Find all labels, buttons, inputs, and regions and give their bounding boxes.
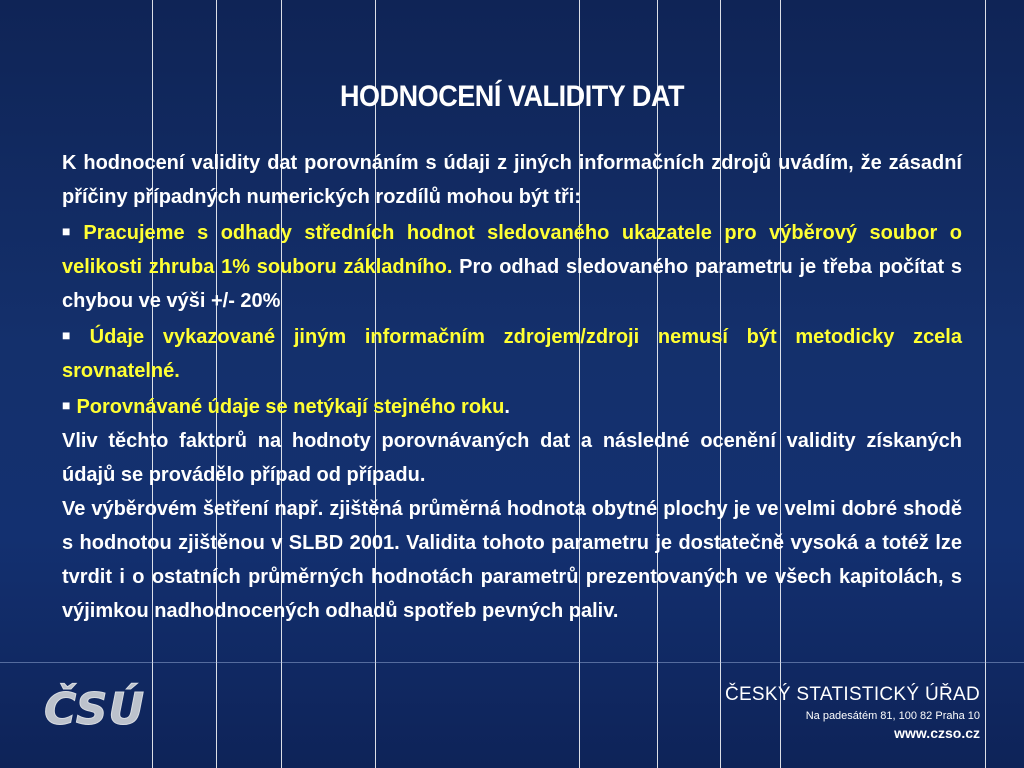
square-bullet-icon: ■	[62, 327, 84, 343]
website-link[interactable]: www.czso.cz	[894, 725, 980, 741]
slide-title: HODNOCENÍ VALIDITY DAT	[339, 80, 685, 113]
bullet-highlight: Údaje vykazované jiným informačním zdrojem/zdroji nemusí být metodicky zcela srovnatelné.	[62, 326, 962, 382]
organization-info	[725, 684, 980, 741]
square-bullet-icon: ■	[62, 397, 71, 413]
bullet-text: .	[504, 396, 510, 418]
bullet-highlight: Porovnávané údaje se netýkají stejného roku	[76, 396, 505, 418]
bullet-item	[62, 214, 962, 318]
bullet-item	[62, 318, 962, 388]
slide-content	[62, 146, 962, 628]
grid-line	[985, 0, 986, 768]
organization-name: ČESKÝ STATISTICKÝ ÚŘAD	[724, 684, 980, 705]
csu-logo: ČSÚ	[44, 684, 146, 735]
footer-divider	[0, 662, 1024, 663]
organization-address: Na padesátém 81, 100 82 Praha 10	[805, 710, 980, 722]
bullet-item	[62, 388, 962, 424]
body-paragraph: Vliv těchto faktorů na hodnoty porovnávaných dat a následné ocenění validity získaných údajů se provádělo případ od případu.	[62, 430, 962, 486]
body-paragraph: Ve výběrovém šetření např. zjištěná průměrná hodnota obytné plochy je ve velmi dobré shodě s hodnotou zjištěnou v SLBD 2001. Validita tohoto parametru je dostatečně vysoká a totéž lze tvrdit i o ostatních průměrných hodnotách parametrů prezentovaných ve všech kapitolách, s výjimkou nadhodnocených odhadů spotřeb pevných paliv.	[62, 498, 962, 622]
square-bullet-icon: ■	[62, 223, 78, 239]
bullet-text: Pro odhad sledovaného parametru je třeba počítat s chybou ve výši +/- 20%	[62, 256, 962, 312]
intro-paragraph: K hodnocení validity dat porovnáním s údaji z jiných informačních zdrojů uvádím, že zásadní příčiny případných numerických rozdílů mohou být tři:	[62, 152, 962, 208]
bullet-highlight: Pracujeme s odhady středních hodnot sledovaného ukazatele pro výběrový soubor o velikosti zhruba 1% souboru základního.	[62, 222, 962, 278]
